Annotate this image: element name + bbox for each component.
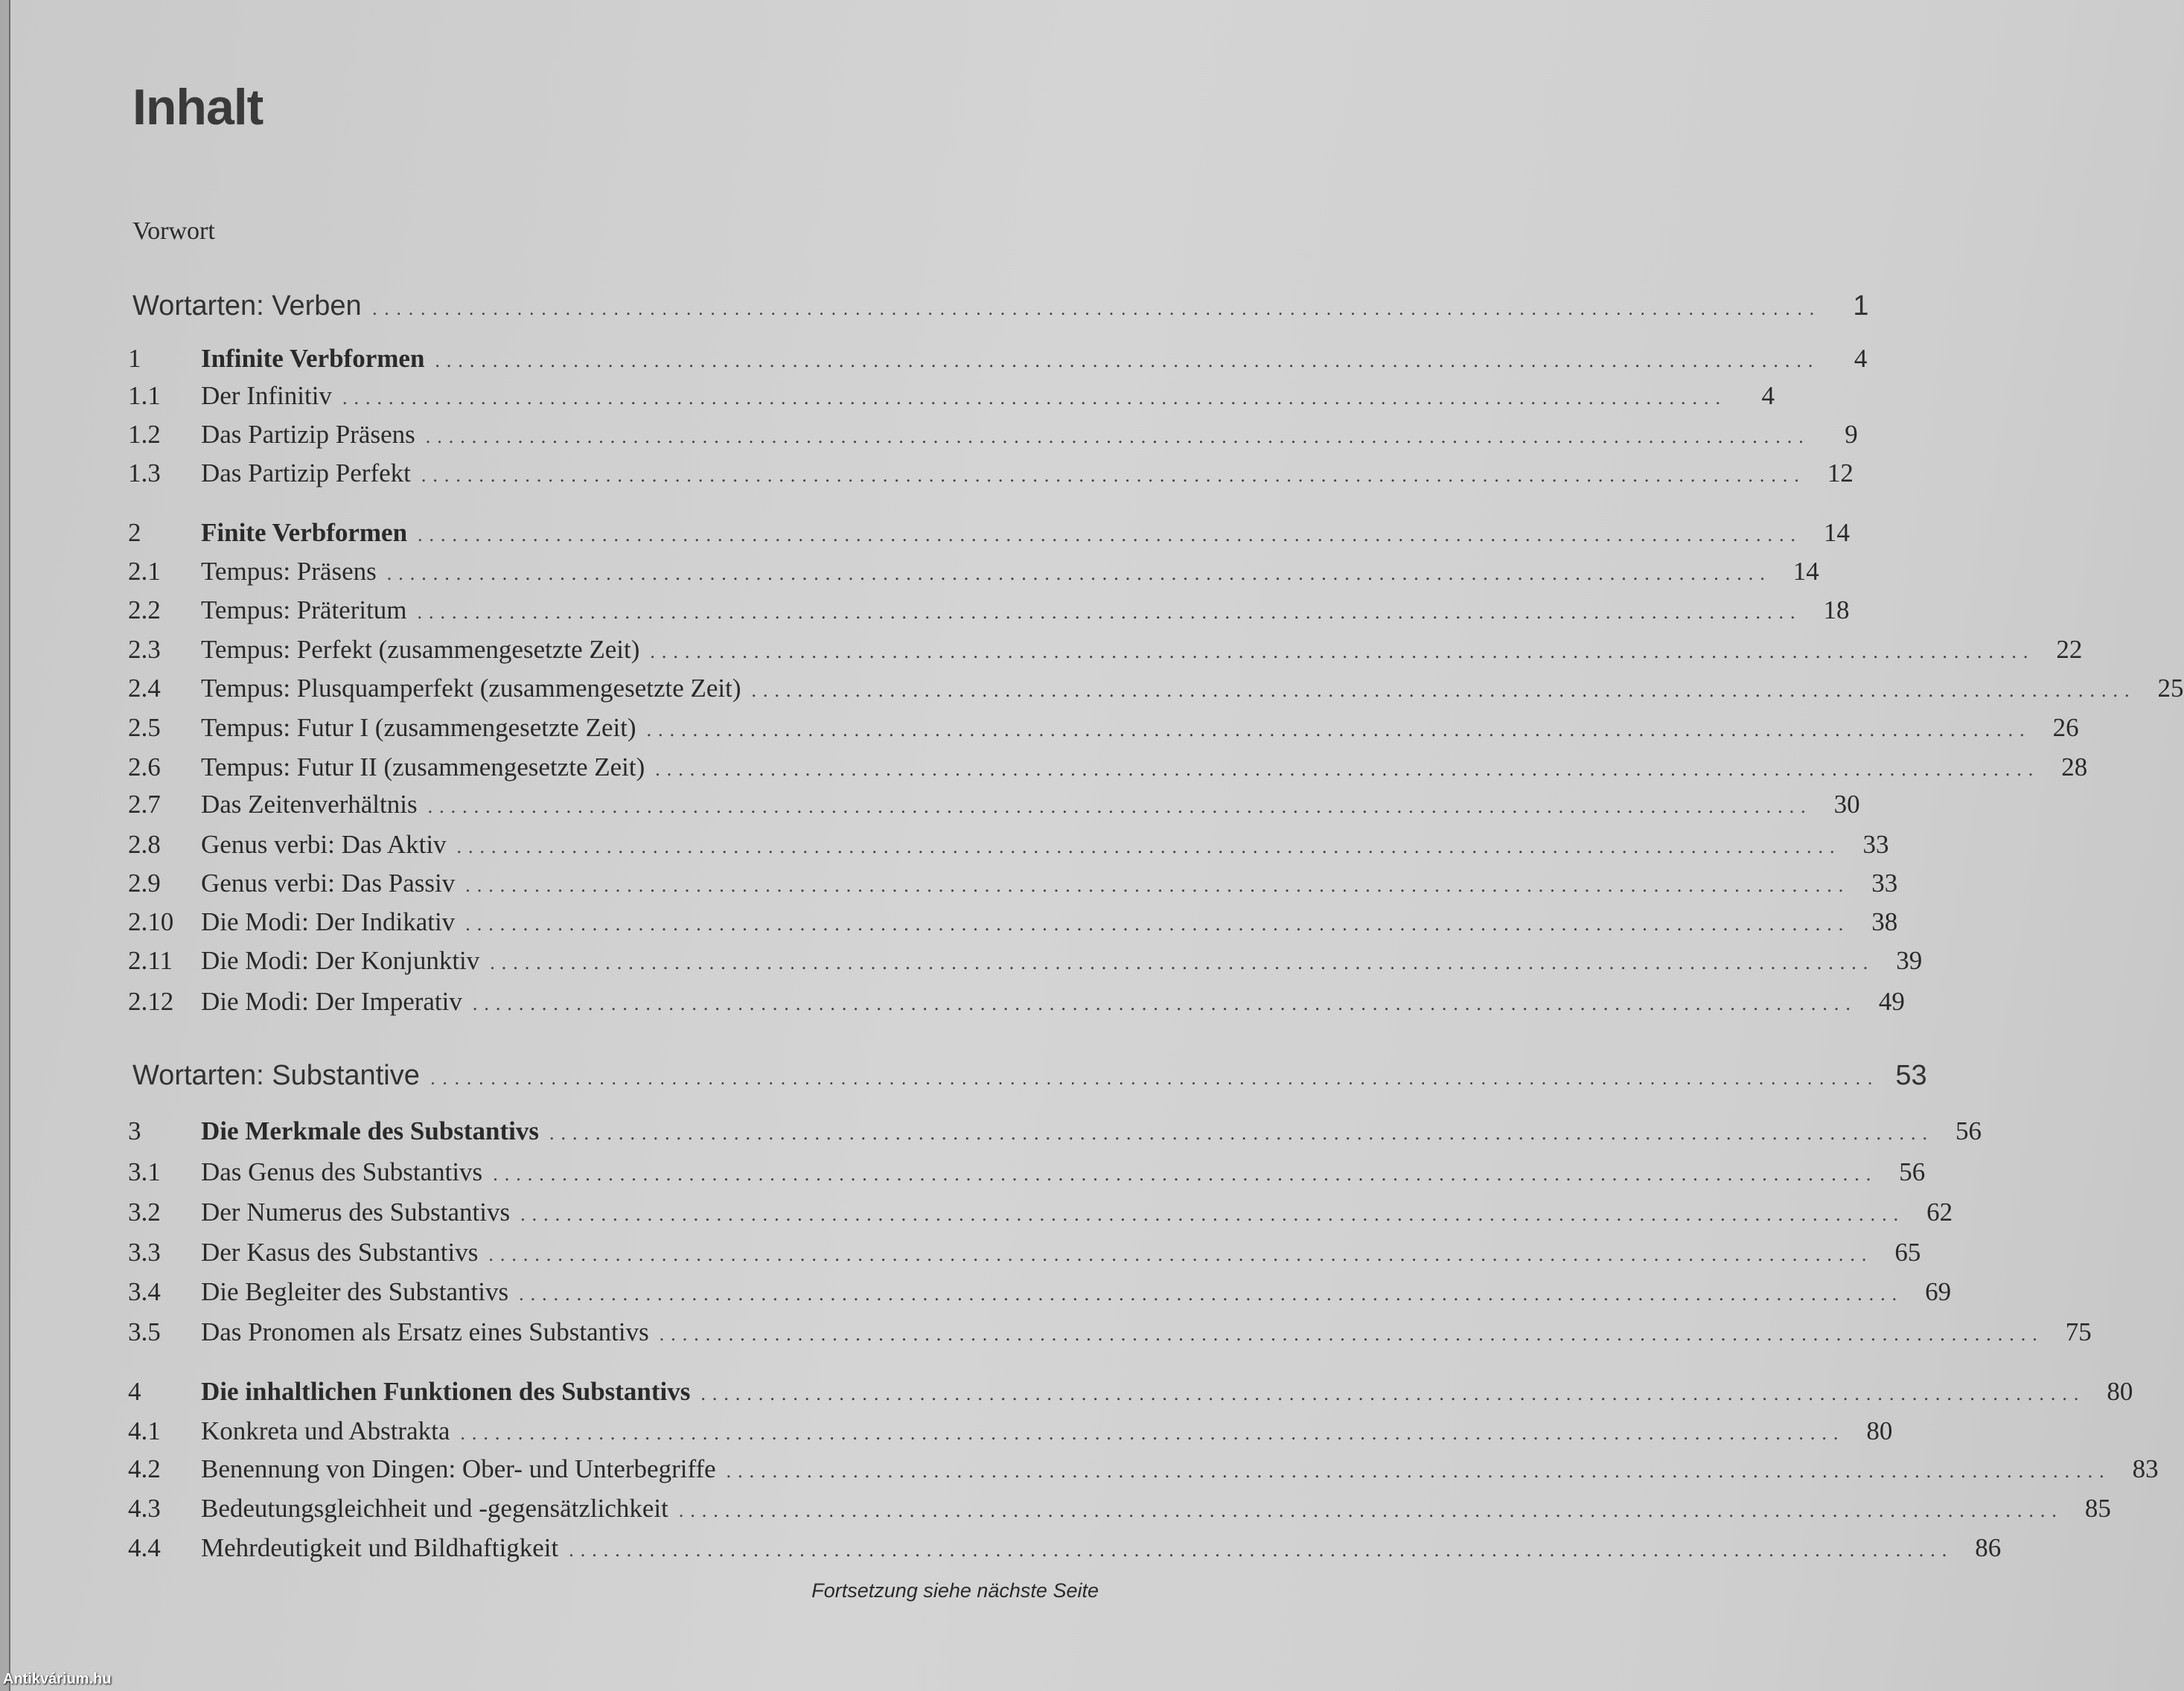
toc-entry-number: 2.9 (128, 869, 161, 898)
toc-entry (128, 1277, 1952, 1313)
toc-entry (128, 987, 1905, 1023)
leader-dots: ........................................................................................................................ (549, 1122, 1935, 1144)
toc-entry-number: 4.4 (128, 1533, 161, 1562)
toc-entry-page: 75 (2065, 1317, 2092, 1346)
toc-entry-number: 1 (128, 344, 141, 373)
toc-entry-label: Das Zeitenverhältnis (201, 790, 418, 819)
leader-dots: ........................................................................................................................ (726, 1460, 2111, 1482)
toc-entry (128, 458, 1853, 494)
toc-entry-vorwort: Vorwort (132, 217, 215, 245)
toc-entry-label: Mehrdeutigkeit und Bildhaftigkeit (201, 1533, 559, 1562)
toc-entry-number: 2.5 (128, 713, 161, 742)
toc-entry (128, 1454, 2159, 1490)
toc-entry-label: Die inhaltlichen Funktionen des Substantivs (201, 1377, 691, 1406)
toc-entry-label: Wortarten: Verben (132, 290, 362, 322)
toc-entry-number: 3 (128, 1116, 141, 1145)
toc-entry-page: 69 (1925, 1277, 1952, 1306)
toc-entry-number: 2.3 (128, 635, 161, 664)
toc-entry (128, 674, 2184, 709)
toc-entry-label: Finite Verbformen (201, 518, 408, 547)
leader-dots: ........................................................................................................................ (751, 680, 2136, 701)
toc-entry (128, 557, 1819, 592)
toc-entry-number: 2.8 (128, 830, 161, 859)
toc-entry-page: 65 (1894, 1238, 1921, 1267)
toc-entry (128, 420, 1858, 455)
toc-entry (128, 635, 2083, 671)
leader-dots: ........................................................................................................................ (700, 1383, 2086, 1404)
toc-entry-page: 83 (2132, 1454, 2159, 1483)
leader-dots: ........................................................................................................................ (386, 563, 1772, 584)
leader-dots: ........................................................................................................................ (650, 641, 2035, 662)
toc-entry (128, 1317, 2092, 1353)
toc-entry-label: Das Partizip Präsens (201, 420, 415, 449)
toc-entry-number: 2.11 (128, 946, 173, 975)
leader-dots: ........................................................................................................................ (490, 952, 1875, 974)
leader-dots: ........................................................................................................................ (435, 350, 1820, 371)
toc-entry (128, 752, 2088, 788)
toc-entry (128, 1198, 1953, 1233)
toc-entry-label: Die Modi: Der Imperativ (201, 987, 462, 1016)
toc-entry-number: 1.2 (128, 420, 161, 449)
toc-entry-page: 80 (2107, 1377, 2133, 1406)
page-title: Inhalt (132, 79, 264, 135)
toc-entry-label: Die Merkmale des Substantivs (201, 1116, 540, 1145)
toc-entry-page: 53 (1895, 1060, 1927, 1091)
toc-entry-number: 3.2 (128, 1198, 161, 1227)
toc-entry-page: 56 (1899, 1157, 1926, 1186)
toc-entry-number: 1.1 (128, 381, 161, 410)
leader-dots: ........................................................................................................................ (417, 601, 1802, 623)
toc-entry-page: 25 (2157, 674, 2184, 703)
leader-dots: ........................................................................................................................ (425, 426, 1810, 447)
toc-entry-page: 26 (2052, 713, 2079, 742)
toc-entry (128, 518, 1851, 554)
toc-entry-page: 80 (1866, 1416, 1893, 1445)
toc-entry (132, 1060, 1927, 1096)
leader-dots: ........................................................................................................................ (465, 913, 1851, 935)
continuation-note: Fortsetzung siehe nächste Seite (811, 1579, 1099, 1602)
toc-entry-number: 3.5 (128, 1317, 161, 1346)
toc-entry-number: 2.10 (128, 907, 174, 936)
toc-entry-label: Der Infinitiv (201, 381, 332, 410)
toc-entry-label: Tempus: Plusquamperfekt (zusammengesetzte Zeit) (201, 674, 741, 703)
leader-dots: ........................................................................................................................ (465, 875, 1851, 896)
toc-entry-number: 1.3 (128, 458, 161, 488)
toc-entry (128, 381, 1775, 417)
toc-entry-label: Konkreta und Abstrakta (201, 1416, 450, 1445)
toc-entry-label: Das Genus des Substantivs (201, 1157, 483, 1186)
toc-entry-label: Der Kasus des Substantivs (201, 1238, 479, 1267)
toc-entry (128, 1157, 1926, 1193)
toc-entry-page: 33 (1871, 869, 1898, 898)
leader-dots: ........................................................................................................................ (460, 1422, 1845, 1444)
toc-entry-page: 30 (1833, 790, 1860, 819)
leader-dots: ........................................................................................................................ (678, 1500, 2063, 1521)
leader-dots: ........................................................................................................................ (421, 464, 1806, 486)
toc-entry-page: 33 (1862, 830, 1889, 859)
leader-dots: ........................................................................................................................ (488, 1244, 1874, 1265)
toc-entry-page: 38 (1871, 907, 1898, 936)
toc-entry (128, 713, 2079, 749)
toc-entry (128, 595, 1850, 631)
toc-entry-page: 28 (2061, 752, 2088, 781)
toc-entry-page: 14 (1792, 557, 1819, 586)
leader-dots: ........................................................................................................................ (655, 758, 2040, 780)
toc-entry-page: 9 (1845, 420, 1858, 449)
toc-entry-number: 2.7 (128, 790, 161, 819)
toc-entry (128, 869, 1898, 904)
leader-dots: ........................................................................................................................ (472, 993, 1857, 1014)
toc-entry (128, 1116, 1982, 1152)
toc-entry-label: Bedeutungsgleichheit und -gegensätzlichkeit (201, 1494, 668, 1523)
toc-entry (128, 1238, 1921, 1273)
toc-entry-label: Tempus: Präsens (201, 557, 377, 586)
toc-entry-number: 2.4 (128, 674, 161, 703)
toc-entry-page: 62 (1926, 1198, 1953, 1227)
toc-entry-number: 2.2 (128, 595, 161, 624)
leader-dots: ........................................................................................................................ (519, 1283, 1904, 1305)
toc-entry-number: 2.6 (128, 752, 161, 781)
toc-entry-number: 4.2 (128, 1454, 161, 1483)
leader-dots: ........................................................................................................................ (456, 836, 1842, 857)
toc-entry-number: 2.12 (128, 987, 174, 1016)
toc-entry-number: 4 (128, 1377, 141, 1406)
toc-entry-label: Tempus: Futur II (zusammengesetzte Zeit) (201, 752, 645, 781)
leader-dots: ........................................................................................................................ (371, 297, 1821, 319)
leader-dots: ........................................................................................................................ (520, 1203, 1906, 1225)
leader-dots: ........................................................................................................................ (342, 387, 1727, 409)
toc-entry-label: Die Modi: Der Indikativ (201, 907, 456, 936)
toc-entry-number: 2.1 (128, 557, 161, 586)
toc-entry-number: 4.3 (128, 1494, 161, 1523)
toc-entry-page: 1 (1853, 290, 1869, 322)
toc-entry-page: 49 (1878, 987, 1905, 1016)
toc-entry-label: Tempus: Perfekt (zusammengesetzte Zeit) (201, 635, 640, 664)
toc-entry-label: Das Pronomen als Ersatz eines Substantivs (201, 1317, 649, 1346)
toc-entry-label: Infinite Verbformen (201, 344, 425, 373)
toc-entry (128, 790, 1860, 825)
leader-dots: ........................................................................................................................ (430, 1067, 1880, 1089)
toc-entry (132, 290, 1869, 326)
toc-entry-number: 3.4 (128, 1277, 161, 1306)
toc-entry (128, 907, 1898, 943)
toc-entry-label: Der Numerus des Substantivs (201, 1198, 511, 1227)
toc-entry-page: 22 (2056, 635, 2083, 664)
toc-entry-label: Das Partizip Perfekt (201, 458, 411, 488)
toc-entry-page: 4 (1761, 381, 1775, 410)
toc-entry-number: 3.1 (128, 1157, 161, 1186)
toc-entry-page: 39 (1896, 946, 1923, 975)
toc-entry-label: Die Modi: Der Konjunktiv (201, 946, 480, 975)
toc-entry-page: 56 (1955, 1116, 1982, 1145)
leader-dots: ........................................................................................................................ (659, 1323, 2044, 1345)
toc-entry-label: Genus verbi: Das Aktiv (201, 830, 447, 859)
leader-dots: ........................................................................................................................ (569, 1539, 1954, 1561)
toc-entry-label: Tempus: Präteritum (201, 595, 407, 624)
toc-entry-page: 4 (1853, 344, 1868, 373)
leader-dots: ........................................................................................................................ (418, 524, 1803, 546)
leader-dots: ........................................................................................................................ (493, 1163, 1878, 1185)
page-edge (0, 0, 10, 1691)
toc-entry (128, 946, 1923, 982)
toc-entry-label: Die Begleiter des Substantivs (201, 1277, 509, 1306)
toc-entry-number: 2 (128, 518, 141, 547)
toc-entry-page: 85 (2084, 1494, 2111, 1523)
toc-entry-label: Genus verbi: Das Passiv (201, 869, 456, 898)
toc-entry-label: Benennung von Dingen: Ober- und Unterbegriffe (201, 1454, 716, 1483)
leader-dots: ........................................................................................................................ (427, 796, 1813, 817)
toc-entry (128, 344, 1868, 380)
toc-entry-page: 14 (1824, 518, 1851, 547)
toc-entry-page: 12 (1827, 458, 1853, 488)
toc-entry (128, 1416, 1893, 1452)
toc-entry (128, 830, 1889, 866)
toc-entry-number: 3.3 (128, 1238, 161, 1267)
toc-entry-page: 18 (1823, 595, 1850, 624)
toc-entry-label: Tempus: Futur I (zusammengesetzte Zeit) (201, 713, 636, 742)
toc-entry-page: 86 (1975, 1533, 2002, 1562)
leader-dots: ........................................................................................................................ (646, 719, 2031, 741)
toc-entry-number: 4.1 (128, 1416, 161, 1445)
toc-entry (128, 1494, 2111, 1529)
toc-entry (128, 1377, 2133, 1413)
toc-entry (128, 1533, 2002, 1569)
watermark: Antikvárium.hu (3, 1671, 112, 1687)
toc-entry-label: Wortarten: Substantive (132, 1060, 420, 1091)
